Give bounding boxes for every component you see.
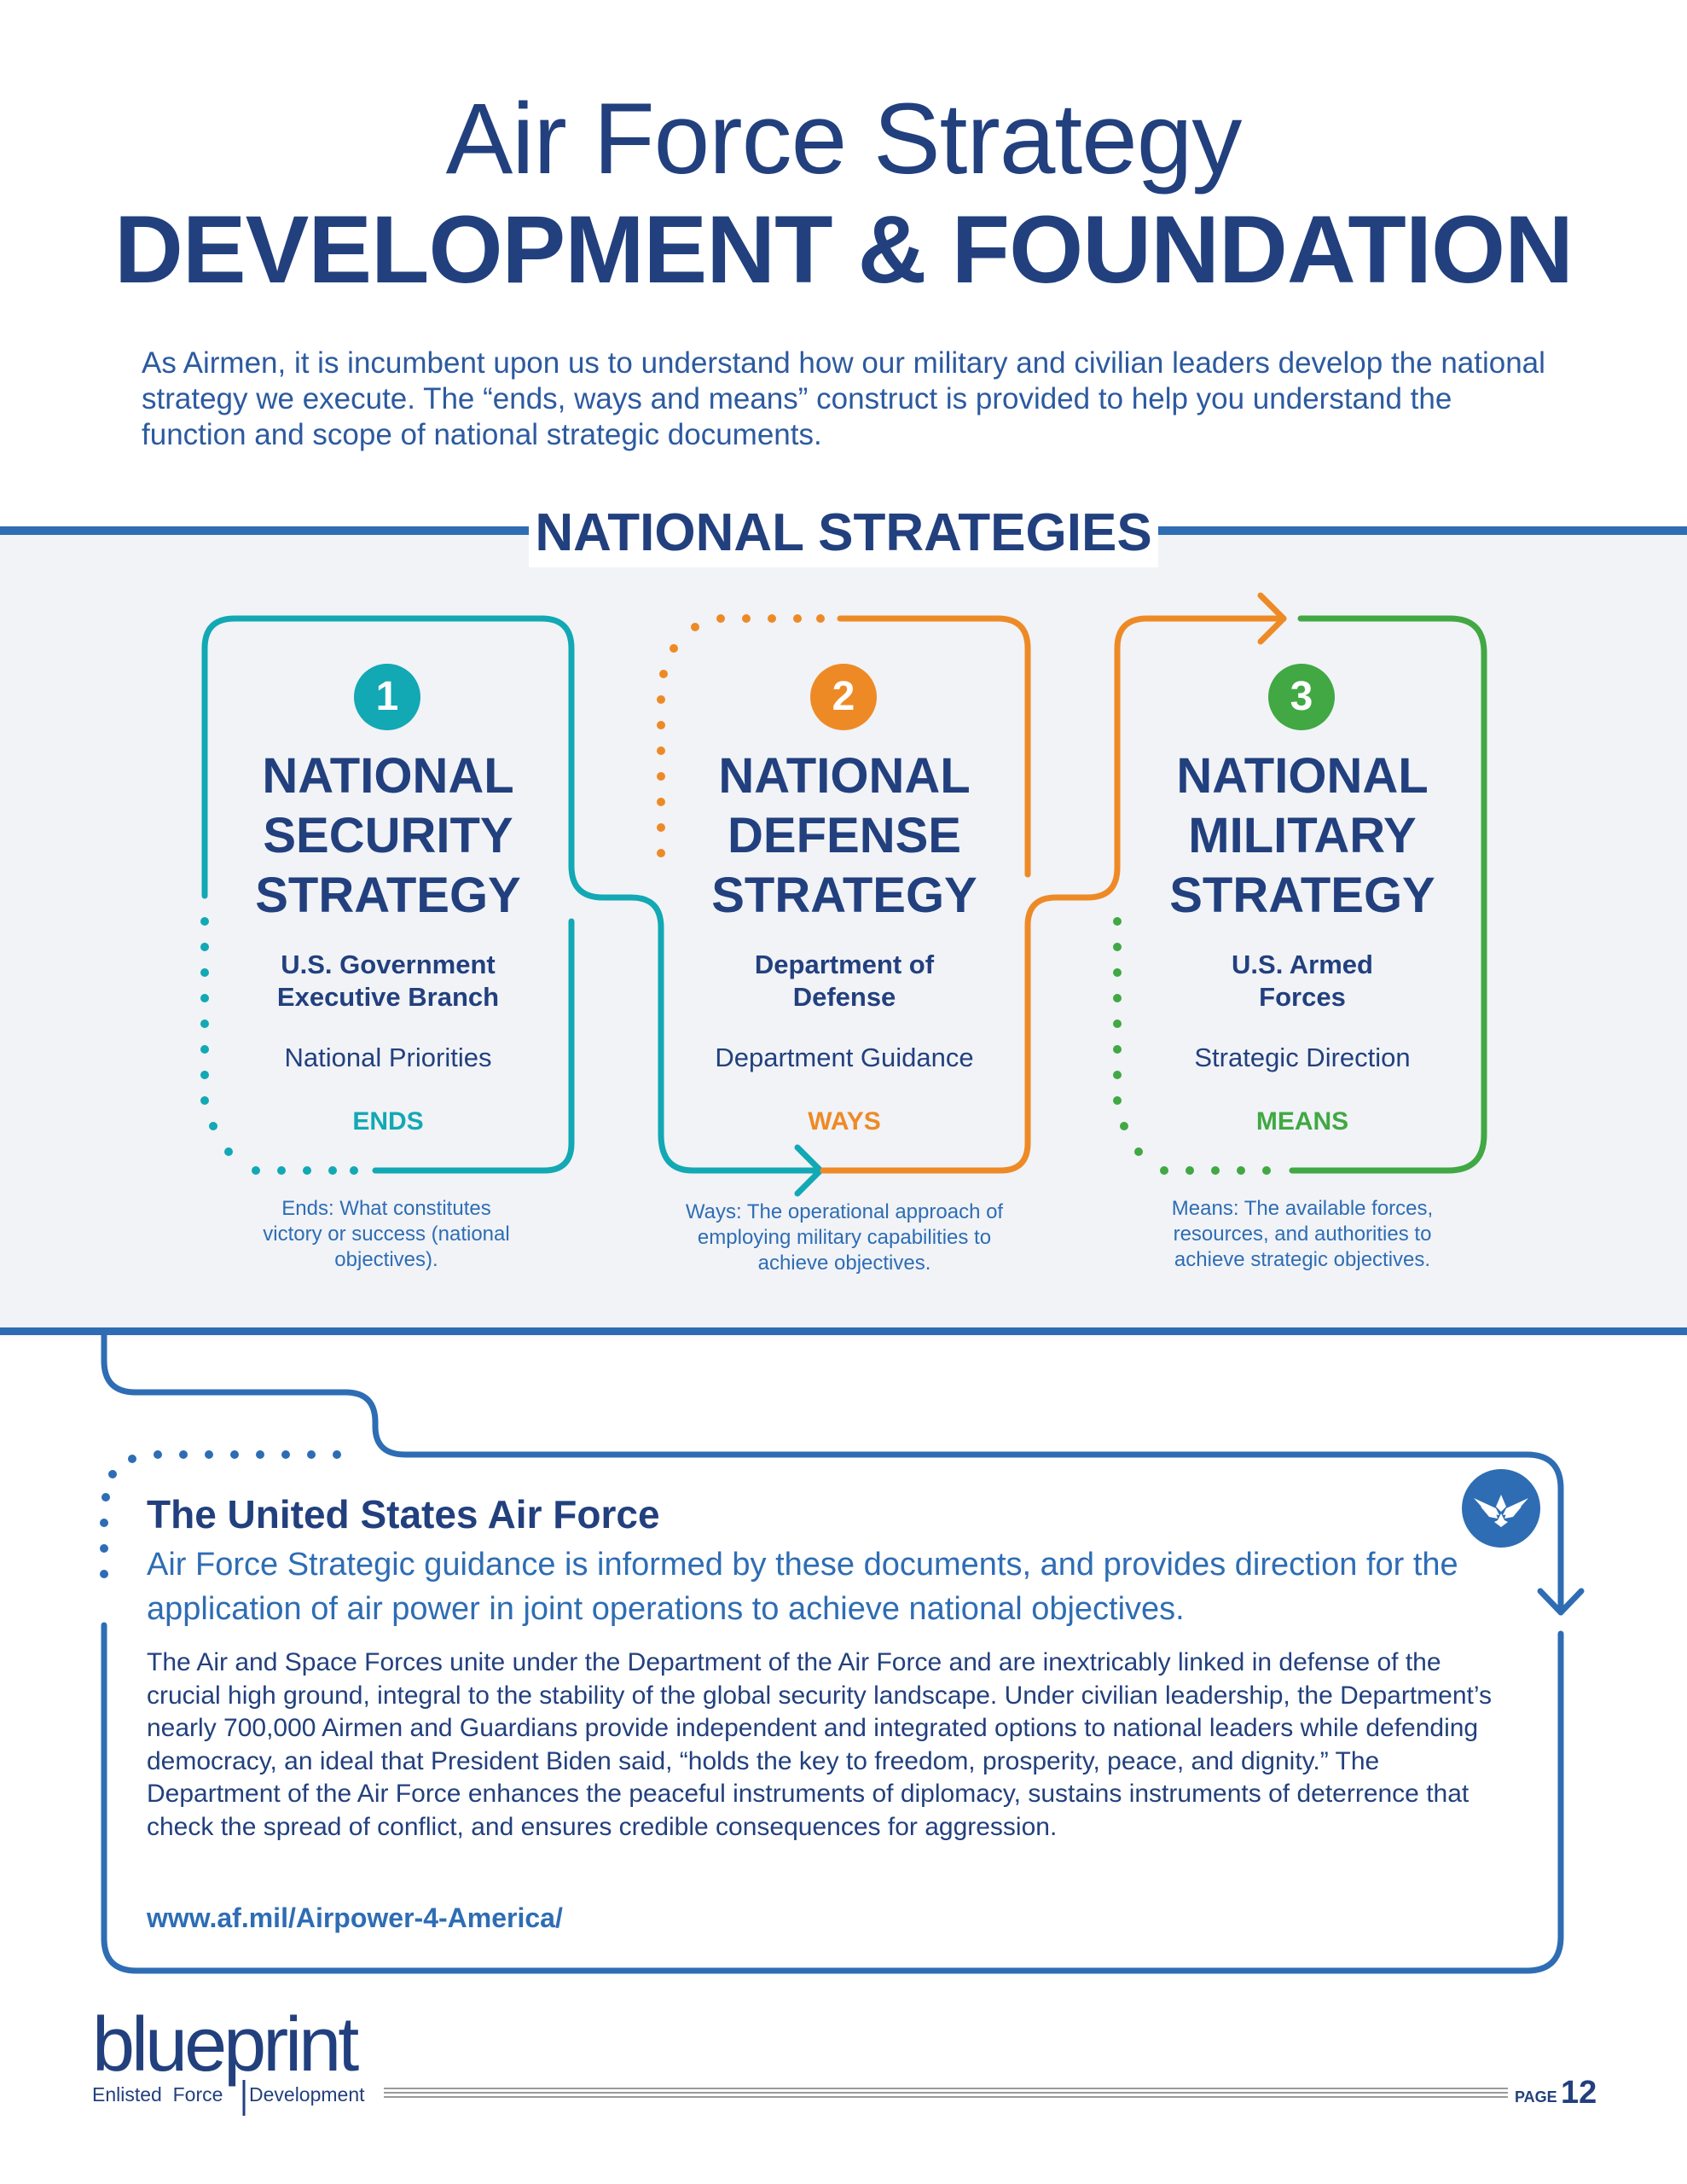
blueprint-logo: blueprint <box>92 2002 357 2088</box>
step-2-badge: 2 <box>810 664 877 730</box>
national-security-strategy-title: NATIONAL SECURITY STRATEGY <box>255 748 521 923</box>
logo-subtitle-right: Development <box>249 2083 365 2106</box>
means-note: Means: The available forces, resources, and authorities to achieve strategic objectives. <box>1171 1197 1434 1271</box>
column-org: U.S. Government Executive Branch <box>276 950 500 1012</box>
ends-note: Ends: What constitutes victory or success (national objectives). <box>263 1197 510 1271</box>
usaf-body: The Air and Space Forces unite under the Department of the Air Force and are inextricably linked in defense of the crucial high ground, integral to the stability of the global security landscape. Under civilian leadership, the Department’s nearly 700,000 Airmen and Guardians provide independent and integrated options to national leaders while defending democracy, an ideal that President Biden said, “holds the key to freedom, prosperity, peace, and dignity.” The Department of the Air Force enhances the peaceful instruments of diplomacy, sustains instruments of deterrence that check the spread of conflict, and ensures credible consequences for aggression. <box>147 1648 1492 1841</box>
logo-subtitle-left: Enlisted Force <box>92 2083 223 2106</box>
section-title: NATIONAL STRATEGIES <box>529 499 1158 567</box>
national-military-strategy-title: NATIONAL MILITARY STRATEGY <box>1169 748 1435 923</box>
ends-label: ENDS <box>352 1107 424 1136</box>
usaf-subheading: Air Force Strategic guidance is informed by these documents, and provides direction for the application of air power in joint operations to achieve national objectives. <box>147 1547 1458 1627</box>
page-number: 12 <box>1561 2075 1597 2111</box>
column-org: U.S. Armed Forces <box>1232 950 1373 1012</box>
step-1-badge: 1 <box>354 664 420 730</box>
column-desc: Department Guidance <box>715 1043 974 1072</box>
ways-label: WAYS <box>808 1107 881 1136</box>
column-org: Department of Defense <box>754 950 935 1012</box>
ways-note: Ways: The operational approach of employing military capabilities to achieve objectives. <box>685 1200 1004 1275</box>
page-subtitle: DEVELOPMENT & FOUNDATION <box>114 196 1573 303</box>
national-defense-strategy-title: NATIONAL DEFENSE STRATEGY <box>711 748 977 923</box>
page-title: Air Force Strategy <box>445 83 1242 195</box>
usaf-link[interactable]: www.af.mil/Airpower-4-America/ <box>147 1902 563 1933</box>
air-force-emblem-icon <box>1462 1469 1540 1548</box>
usaf-heading: The United States Air Force <box>147 1492 660 1536</box>
intro-paragraph: As Airmen, it is incumbent upon us to understand how our military and civilian leaders develop the national strategy we execute. The “ends, ways and means” construct is provided to help you understand the function and scope of national strategic documents. <box>142 346 1545 451</box>
column-desc: National Priorities <box>284 1043 492 1072</box>
means-label: MEANS <box>1255 1107 1349 1136</box>
step-3-badge: 3 <box>1268 664 1335 730</box>
column-desc: Strategic Direction <box>1194 1043 1411 1072</box>
page-label: PAGE <box>1515 2088 1557 2106</box>
